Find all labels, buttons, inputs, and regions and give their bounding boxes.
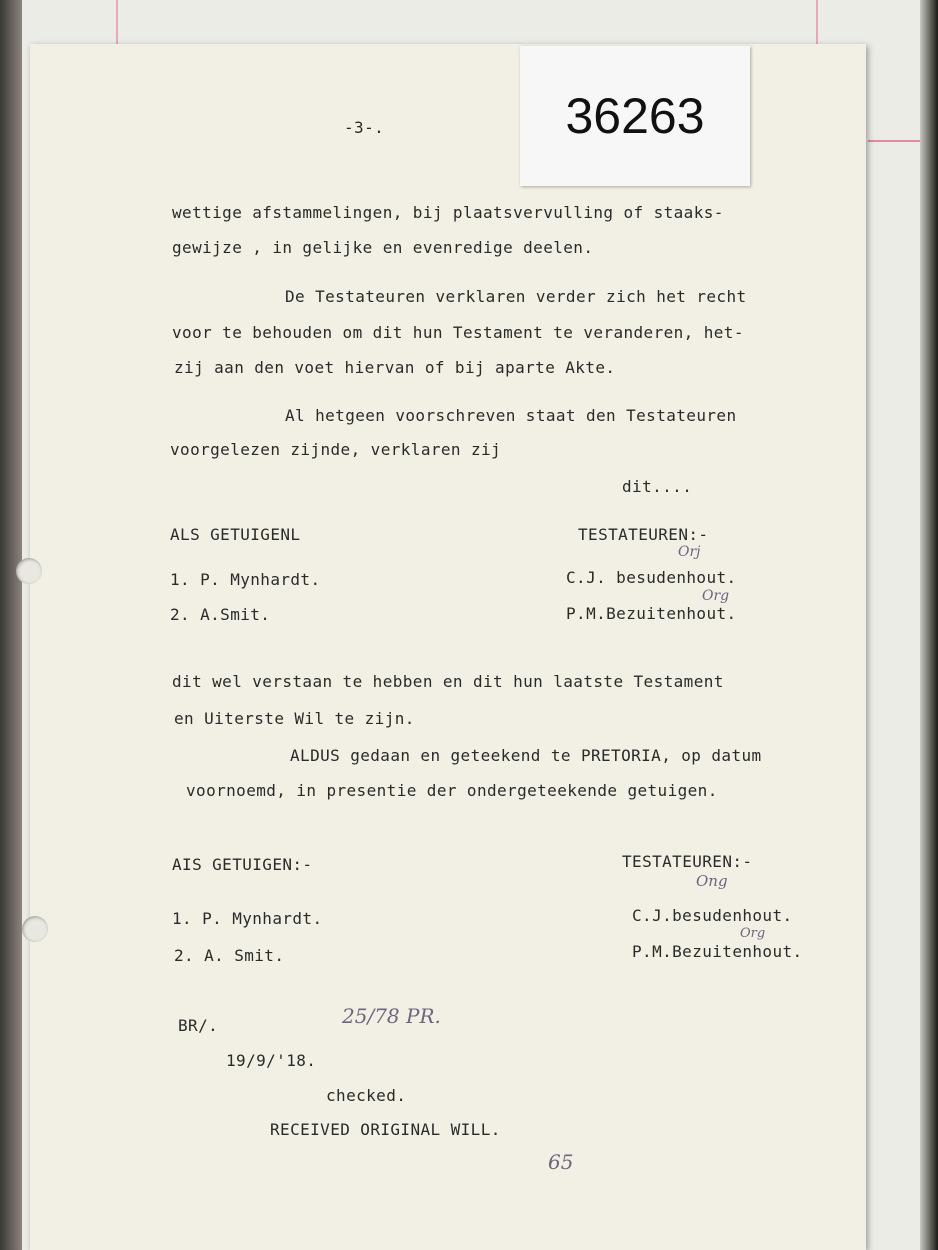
text-line: zij aan den voet hiervan of bij aparte Akte. <box>174 358 616 377</box>
text-line: voor te behouden om dit hun Testament te veranderen, het- <box>172 323 744 342</box>
handwritten-note: 25/78 PR. <box>342 1004 441 1028</box>
page-shadow <box>920 0 938 1250</box>
witness-name: 2. A.Smit. <box>170 605 271 624</box>
handwritten-note: Org <box>702 588 730 604</box>
witness-name: 2. A. Smit. <box>174 946 285 965</box>
witnesses-heading: AIS GETUIGEN:- <box>172 855 313 874</box>
witnesses-heading: ALS GETUIGENL <box>170 525 301 544</box>
text-line: Al hetgeen voorschreven staat den Testateuren <box>285 406 737 425</box>
punch-hole <box>16 558 42 584</box>
text-line: voornoemd, in presentie der ondergeteekende getuigen. <box>186 781 718 800</box>
witness-name: 1. P. Mynhardt. <box>170 570 321 589</box>
testators-heading: TESTATEUREN:- <box>622 852 753 871</box>
testator-name: P.M.Bezuitenhout. <box>566 604 737 623</box>
handwritten-note: Ong <box>696 872 728 890</box>
received-note: RECEIVED ORIGINAL WILL. <box>270 1120 501 1139</box>
handwritten-note: 65 <box>548 1150 574 1174</box>
handwritten-note: Orj <box>678 544 701 560</box>
text-line: en Uiterste Wil te zijn. <box>174 709 415 728</box>
archive-number: 36263 <box>565 88 705 144</box>
archive-number-label <box>520 46 750 186</box>
testator-name: P.M.Bezuitenhout. <box>632 942 803 961</box>
text-line: gewijze , in gelijke en evenredige deelen. <box>172 238 594 257</box>
text-line: dit.... <box>622 477 693 496</box>
testator-name: C.J.besudenhout. <box>632 906 793 925</box>
witness-name: 1. P. Mynhardt. <box>172 909 323 928</box>
checked-note: checked. <box>326 1086 407 1105</box>
page-number: -3-. <box>344 118 385 137</box>
date: 19/9/'18. <box>226 1051 317 1070</box>
document-page <box>30 44 866 1250</box>
text-line: wettige afstammelingen, bij plaatsvervulling of staaks- <box>172 203 724 222</box>
testator-name: C.J. besudenhout. <box>566 568 737 587</box>
text-line: ALDUS gedaan en geteekend te PRETORIA, op datum <box>290 746 762 765</box>
handwritten-note: Org <box>740 926 766 941</box>
punch-hole <box>22 916 48 942</box>
initials: BR/. <box>178 1016 219 1035</box>
text-line: De Testateuren verklaren verder zich het recht <box>285 287 747 306</box>
testators-heading: TESTATEUREN:- <box>578 525 709 544</box>
text-line: voorgelezen zijnde, verklaren zij <box>170 440 502 459</box>
text-line: dit wel verstaan te hebben en dit hun laatste Testament <box>172 672 724 691</box>
binder-edge <box>0 0 22 1250</box>
